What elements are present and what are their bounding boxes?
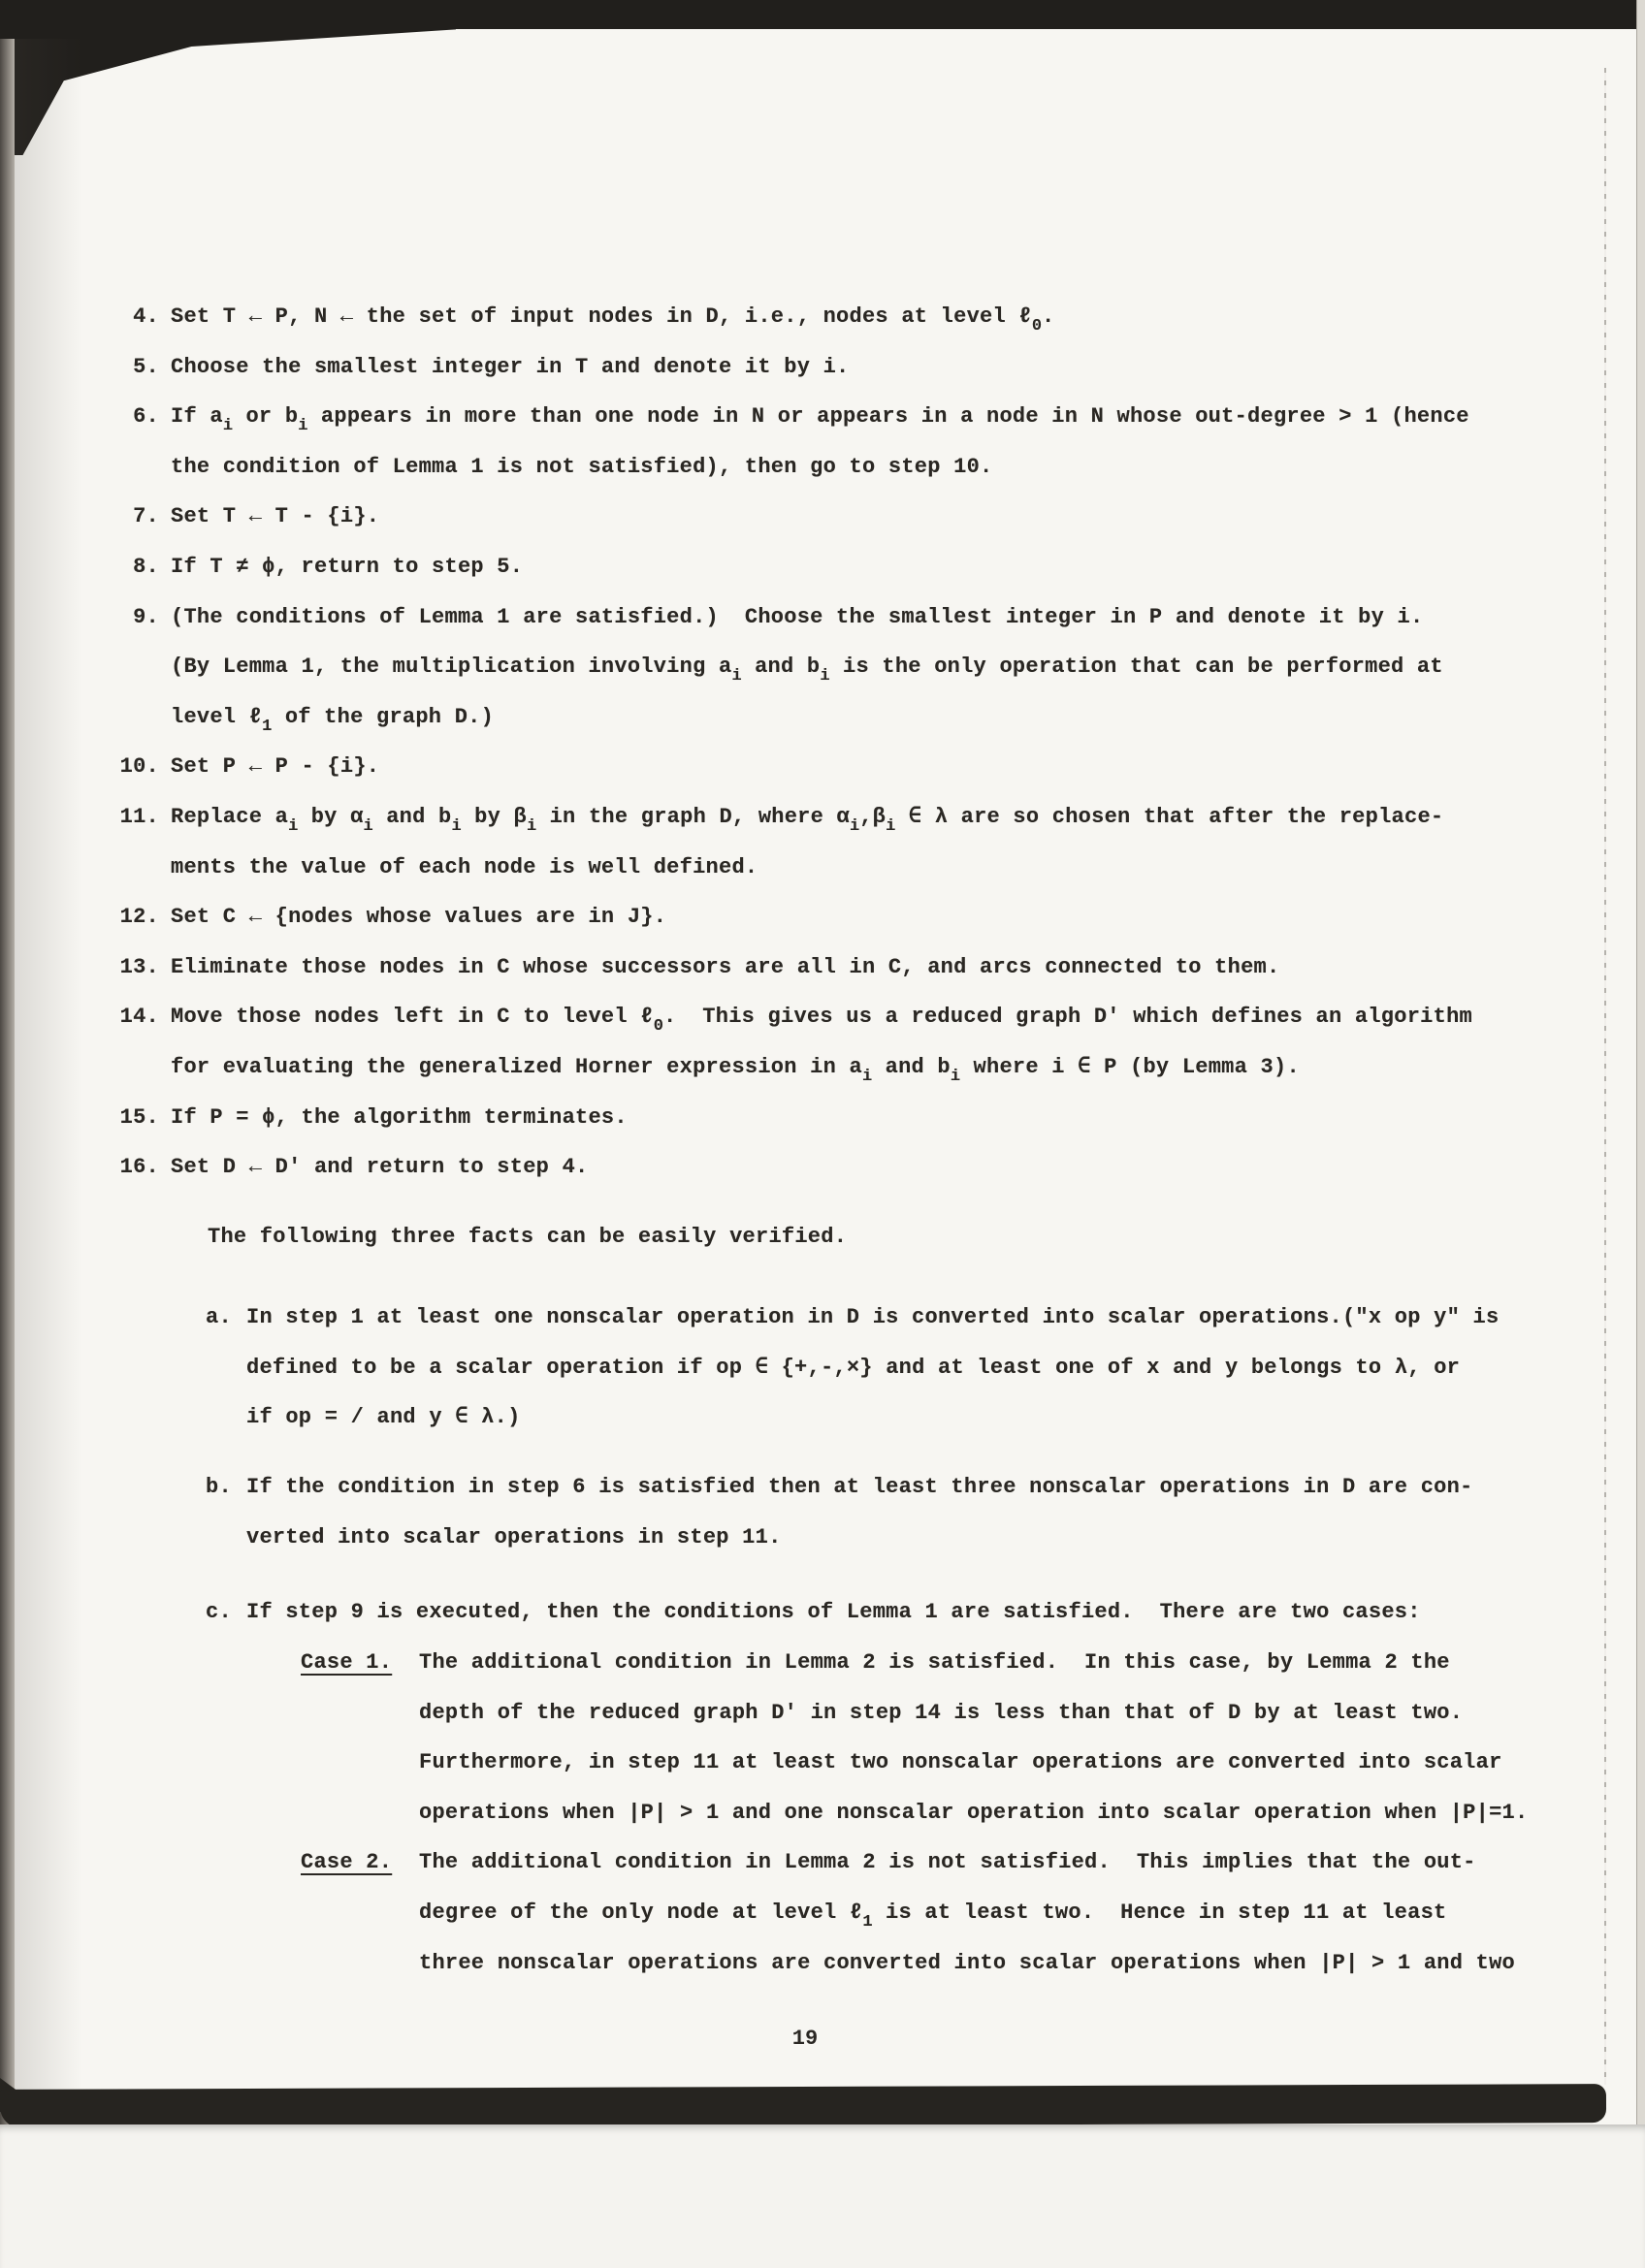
step-number: 7. [133, 504, 159, 529]
fact-line: If step 9 is executed, then the conditions of Lemma 1 are satisfied. There are two cases: [246, 1600, 1421, 1625]
step-number: 13. [119, 954, 159, 979]
paragraph-line: The following three facts can be easily verified. [208, 1225, 848, 1250]
step-line: ments the value of each node is well defined. [171, 854, 758, 879]
fact-line: verted into scalar operations in step 11. [246, 1525, 782, 1550]
step-number: 5. [133, 354, 159, 379]
case-label: Case 2. [301, 1850, 393, 1875]
case-line: depth of the reduced graph D' in step 14 is less than that of D by at least two. [419, 1700, 1464, 1725]
fact-label: c. [206, 1600, 232, 1625]
step-line: If T ≠ ϕ, return to step 5. [171, 555, 524, 579]
step-line: Eliminate those nodes in C whose successors are all in C, and arcs connected to them. [171, 954, 1280, 979]
step-number: 15. [119, 1104, 159, 1130]
step-line: Set T ← T - {i}. [171, 504, 380, 529]
step-line: If P = ϕ, the algorithm terminates. [171, 1104, 628, 1130]
case-line: operations when |P| > 1 and one nonscalar operation into scalar operation when |P|=1. [419, 1800, 1529, 1825]
fact-line: if op = / and y ∈ λ.) [246, 1405, 521, 1430]
fact-line: defined to be a scalar operation if op ∈ {+,-,×} and at least one of x and y belongs to λ, or [246, 1355, 1461, 1380]
fact-label: b. [206, 1475, 232, 1500]
step-line: Set D ← D' and return to step 4. [171, 1155, 589, 1180]
step-number: 6. [133, 404, 159, 430]
fact-line: If the condition in step 6 is satisfied then at least three nonscalar operations in D are con- [246, 1475, 1473, 1500]
step-number: 14. [119, 1005, 159, 1030]
case-line: degree of the only node at level ℓ$_1$ is at least two. Hence in step 11 at least [419, 1901, 1447, 1933]
step-number: 12. [119, 905, 159, 930]
step-line: (The conditions of Lemma 1 are satisfied.) Choose the smallest integer in P and denote it by i. [171, 604, 1424, 629]
step-line: (By Lemma 1, the multiplication involving $a_i$ and $b_i$ is the only operation that can be performed at [171, 655, 1443, 687]
step-line: If $a_i$ or $b_i$ appears in more than one node in N or appears in a node in N whose out-degree > 1 (hence [171, 404, 1469, 436]
step-line: Set T ← P, N ← the set of input nodes in D, i.e., nodes at level ℓ$_0$. [171, 304, 1055, 335]
fact-line: In step 1 at least one nonscalar operation in D is converted into scalar operations.("x op y" is [246, 1305, 1500, 1329]
step-number: 16. [119, 1155, 159, 1180]
step-line: Replace $a_i$ by $\alpha_i$ and $b_i$ by $\beta_i$ in the graph D, where $\alpha_i,\beta_i$ ∈ λ are so chosen that after the replace- [171, 805, 1444, 836]
step-number: 8. [133, 555, 159, 579]
step-line: for evaluating the generalized Horner expression in $a_i$ and $b_i$ where i ∈ P (by Lemma 3). [171, 1055, 1300, 1086]
case-line: The additional condition in Lemma 2 is not satisfied. This implies that the out- [419, 1850, 1476, 1875]
step-line: Set P ← P - {i}. [171, 754, 380, 780]
step-number: 11. [119, 805, 159, 829]
step-line: level ℓ$_1$ of the graph D.) [171, 704, 495, 736]
case-line: The additional condition in Lemma 2 is satisfied. In this case, by Lemma 2 the [419, 1650, 1450, 1676]
step-line: the condition of Lemma 1 is not satisfied), then go to step 10. [171, 454, 993, 479]
step-line: Set C ← {nodes whose values are in J}. [171, 905, 667, 930]
step-number: 4. [133, 304, 159, 329]
page-number: 19 [791, 2027, 819, 2051]
fact-label: a. [206, 1305, 232, 1329]
step-number: 10. [119, 754, 159, 780]
case-line: Furthermore, in step 11 at least two nonscalar operations are converted into scalar [419, 1750, 1502, 1775]
case-label: Case 1. [301, 1650, 393, 1676]
step-line: Move those nodes left in C to level ℓ$_0$. This gives us a reduced graph D' which defines an algorithm [171, 1005, 1472, 1037]
step-line: Choose the smallest integer in T and denote it by i. [171, 354, 850, 379]
case-line: three nonscalar operations are converted into scalar operations when |P| > 1 and two [419, 1950, 1515, 1975]
step-number: 9. [133, 604, 159, 629]
